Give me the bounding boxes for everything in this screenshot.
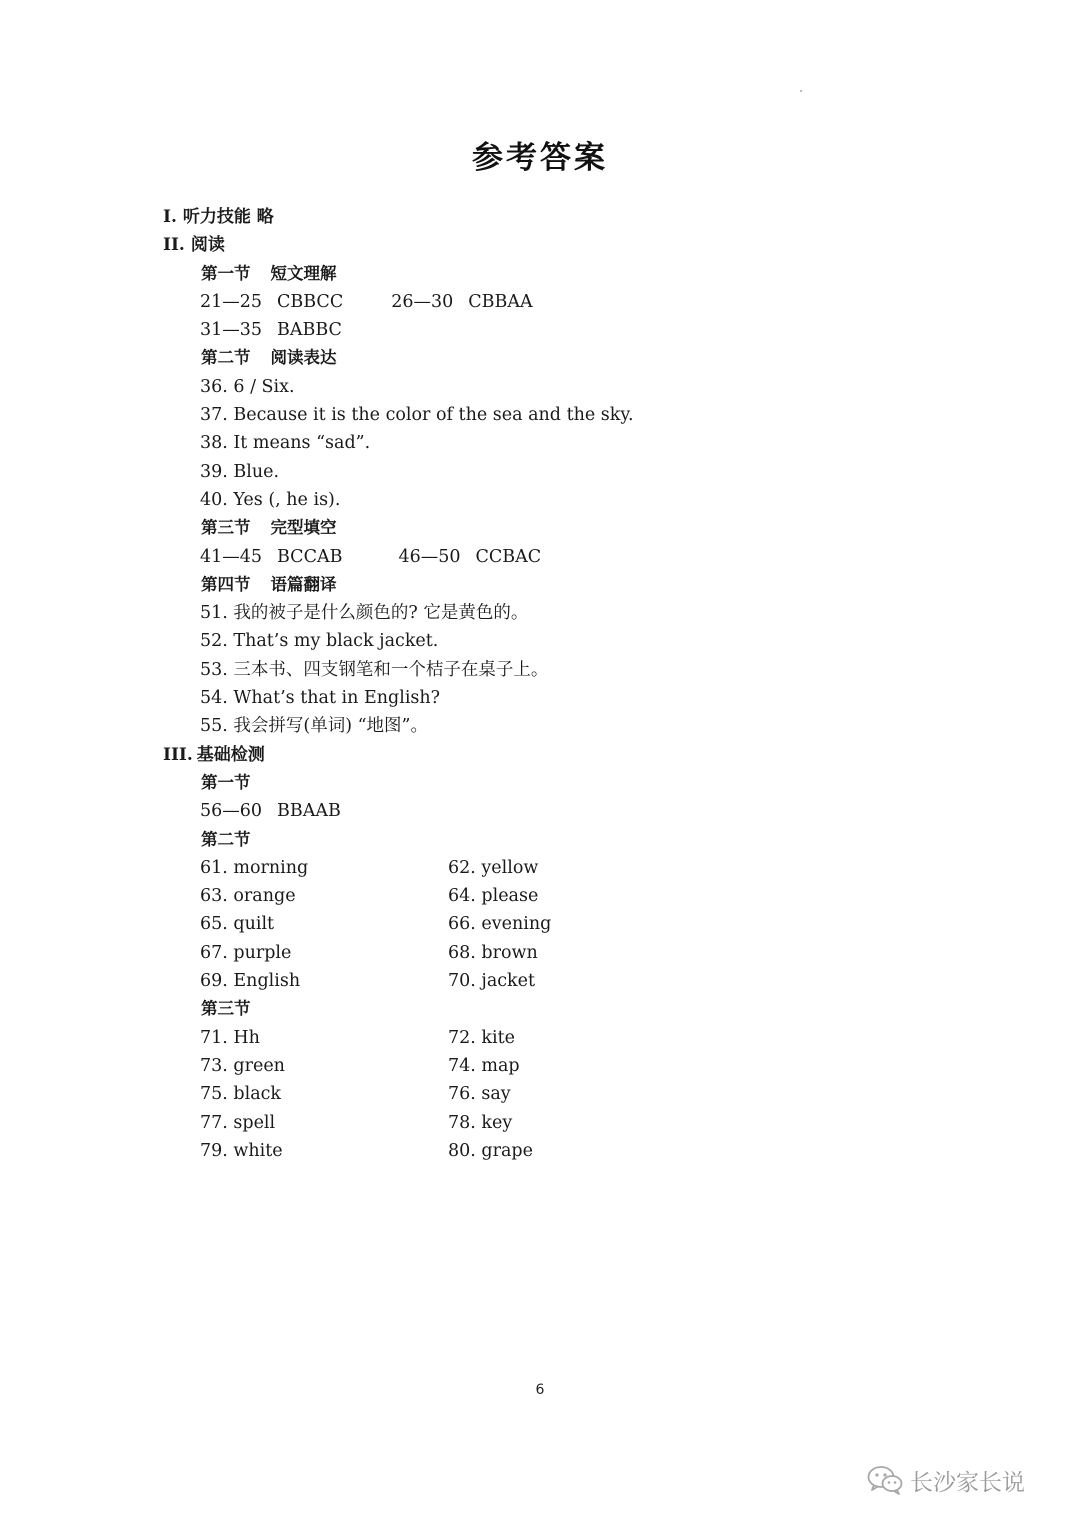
answer-item: 39. Blue.: [200, 461, 280, 482]
answer-pair-row: [163, 1080, 983, 1108]
answer-letters: BBAAB: [277, 801, 341, 822]
part-title: 第三节: [201, 518, 251, 538]
section-heading-basics: [163, 741, 983, 769]
question-range: 21—25: [200, 291, 263, 312]
answer-row: [163, 288, 983, 316]
part-heading: [163, 344, 983, 372]
answer-item: 53. 三本书、四支钢笔和一个桔子在桌子上。: [200, 659, 549, 680]
answer-letters: CBBCC: [277, 291, 344, 312]
answer-pair-row: [163, 1024, 983, 1052]
answer-pair-row: [163, 939, 983, 967]
part-title: 第四节: [201, 574, 251, 594]
answer-letters: CCBAC: [475, 546, 542, 567]
page-title: 参考答案: [472, 140, 608, 176]
answer-item: 64. please: [448, 886, 539, 907]
section-number: I.: [163, 207, 177, 227]
answer-pair-row: [163, 1137, 983, 1165]
question-range: 31—35: [200, 320, 263, 341]
part-subtitle: 语篇翻译: [270, 574, 337, 594]
section-heading-listening: [163, 203, 983, 231]
part-heading: [163, 260, 983, 288]
page-number: 6: [535, 1382, 545, 1398]
part-title: 第二节: [201, 348, 251, 368]
part-heading: 第三节: [201, 999, 251, 1019]
question-range: 56—60: [200, 801, 263, 822]
part-subtitle: 阅读表达: [270, 348, 337, 368]
answer-item: 37. Because it is the color of the sea and the sky.: [200, 405, 634, 426]
answer-letters: CBBAA: [468, 291, 533, 312]
answer-item: 78. key: [448, 1112, 513, 1133]
answer-item: 73. green: [200, 1055, 285, 1076]
answer-pair-row: [163, 1109, 983, 1137]
answer-item: 38. It means “sad”.: [200, 433, 371, 454]
question-range: 41—45: [200, 546, 263, 567]
answer-pair-row: [163, 967, 983, 995]
answer-pair-row: [163, 854, 983, 882]
answer-row: [163, 316, 983, 344]
section-label: 听力技能 略: [182, 207, 274, 227]
question-range: 26—30: [391, 291, 454, 312]
answer-item: 75. black: [200, 1084, 282, 1105]
part-title: 第一节: [201, 263, 251, 283]
answer-item: 62. yellow: [448, 857, 539, 878]
answer-item: 68. brown: [448, 942, 538, 963]
answer-item: 40. Yes (, he is).: [200, 489, 341, 510]
answer-item: 76. say: [448, 1084, 511, 1105]
answer-item: 51. 我的被子是什么颜色的? 它是黄色的。: [200, 603, 529, 624]
answer-item: 63. orange: [200, 886, 296, 907]
answer-item: 36. 6 / Six.: [200, 376, 295, 397]
section-number: II.: [163, 235, 185, 256]
answer-item: 74. map: [448, 1055, 520, 1076]
answer-row: [163, 797, 983, 825]
wechat-icon: [866, 1464, 904, 1496]
answer-item: 55. 我会拼写(单词) “地图”。: [200, 716, 429, 737]
part-heading: [163, 571, 983, 599]
part-heading: [163, 514, 983, 542]
part-subtitle: 完型填空: [270, 518, 337, 538]
question-range: 46—50: [398, 546, 461, 567]
section-label: 基础检测: [196, 744, 265, 765]
watermark-text: 长沙家长说: [910, 1469, 1025, 1496]
answer-item: 71. Hh: [200, 1027, 260, 1048]
answer-item: 61. morning: [200, 857, 309, 878]
answer-item: 52. That’s my black jacket.: [200, 631, 439, 652]
section-number: III.: [163, 744, 193, 765]
answer-row: [163, 543, 983, 571]
answer-item: 69. English: [200, 971, 301, 992]
part-heading: 第一节: [201, 772, 251, 792]
part-heading: 第二节: [201, 829, 251, 849]
answer-item: 72. kite: [448, 1027, 515, 1048]
answer-item: 54. What’s that in English?: [200, 688, 441, 709]
section-label: 阅读: [190, 235, 225, 256]
answer-pair-row: [163, 882, 983, 910]
answer-pair-row: [163, 1052, 983, 1080]
answer-item: 65. quilt: [200, 914, 275, 935]
answer-letters: BABBC: [277, 320, 342, 341]
section-heading-reading: [163, 231, 983, 259]
answer-item: 80. grape: [448, 1140, 533, 1161]
answer-pair-row: [163, 910, 983, 938]
scan-speck: [800, 90, 802, 92]
answer-key-content: [163, 203, 983, 1165]
answer-letters: BCCAB: [277, 546, 343, 567]
answer-item: 70. jacket: [448, 971, 536, 992]
answer-item: 77. spell: [200, 1112, 276, 1133]
answer-item: 79. white: [200, 1140, 283, 1161]
account-watermark: [866, 1460, 1025, 1500]
answer-item: 67. purple: [200, 942, 292, 963]
answer-item: 66. evening: [448, 914, 552, 935]
part-subtitle: 短文理解: [270, 263, 337, 283]
